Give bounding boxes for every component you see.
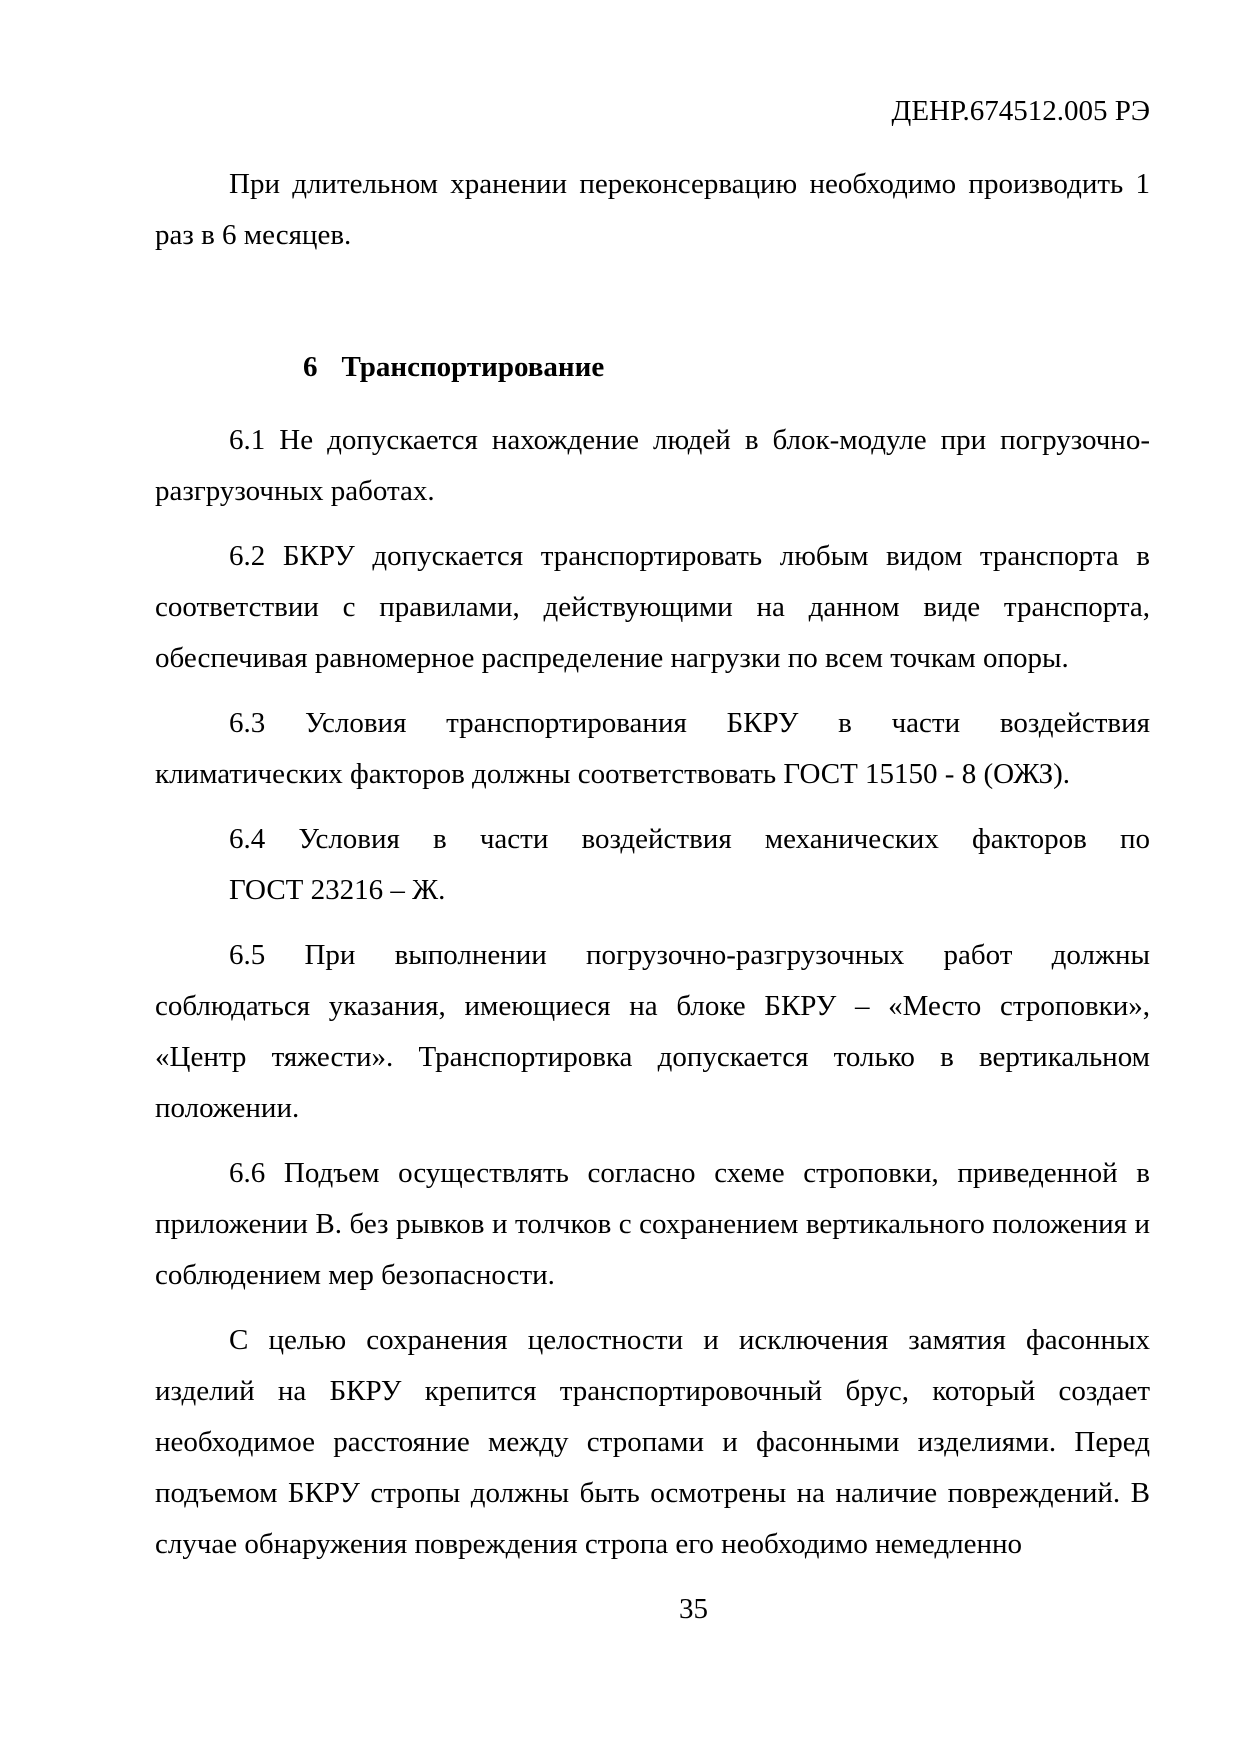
intro-paragraph: При длительном хранении переконсервацию необходимо производить 1 раз в 6 месяцев. bbox=[155, 168, 1150, 251]
paragraph-6-6-continuation: С целью сохранения целостности и исключения замятия фасонных изделий на БКРУ крепится транспортировочный брус, который создает необходимое расстояние между стропами и фасонными изделиями. Перед подъемом БКРУ стропы должны быть осмотрены на наличие повреждений. В случае обнаружения повреждения стропа его необходимо немедленно bbox=[155, 1324, 1150, 1560]
page-number: 35 bbox=[679, 1593, 708, 1625]
paragraph-6-3: 6.3 Условия транспортирования БКРУ в части воздействия климатических факторов должны соответствовать ГОСТ 15150 - 8 (ОЖЗ). bbox=[155, 707, 1150, 790]
paragraph-6-1: 6.1 Не допускается нахождение людей в блок-модуле при погрузочно-разгрузочных работах. bbox=[155, 424, 1150, 507]
section-title: Транспортирование bbox=[341, 351, 605, 383]
paragraph-6-4-line-2: ГОСТ 23216 – Ж. bbox=[229, 874, 446, 906]
section-number: 6 bbox=[303, 351, 318, 383]
paragraph-6-4 bbox=[155, 814, 1150, 916]
paragraph-6-6: 6.6 Подъем осуществлять согласно схеме строповки, приведенной в приложении В. без рывков и толчков с сохранением вертикального положения и соблюдением мер безопасности. bbox=[155, 1157, 1150, 1291]
paragraph-6-4-line-1: 6.4 Условия в части воздействия механических факторов по bbox=[229, 823, 1150, 855]
running-header: ДЕНР.674512.005 РЭ bbox=[891, 95, 1150, 127]
text-column bbox=[155, 0, 1150, 1635]
section-heading bbox=[155, 342, 1150, 393]
paragraph-6-5: 6.5 При выполнении погрузочно-разгрузочных работ должны соблюдаться указания, имеющиеся на блоке БКРУ – «Место строповки», «Центр тяжести». Транспортировка допускается только в вертикальном положении. bbox=[155, 939, 1150, 1124]
paragraph-6-2: 6.2 БКРУ допускается транспортировать любым видом транспорта в соответствии с правилами, действующими на данном виде транспорта, обеспечивая равномерное распределение нагрузки по всем точкам опоры. bbox=[155, 540, 1150, 674]
